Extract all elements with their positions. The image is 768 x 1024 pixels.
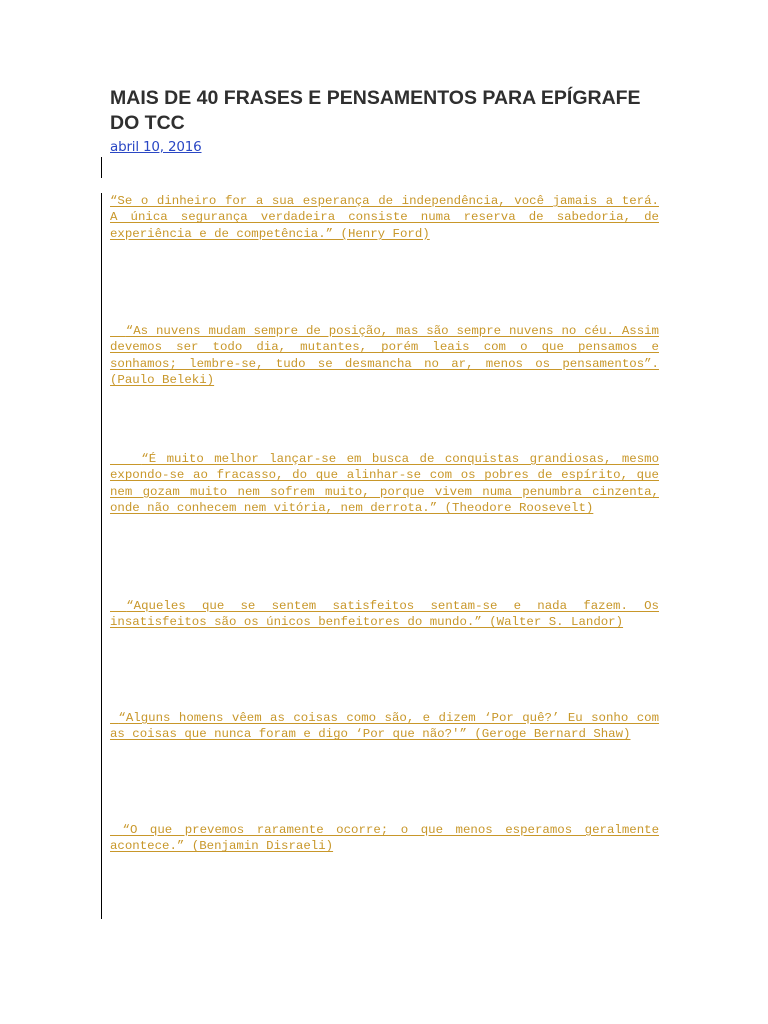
quote-text: “Aqueles que se sentem satisfeitos sentam-se e nada fazem. Os insatisfeitos são os únicos benfeitores do mundo.” (Walter S. Landor): [110, 599, 659, 630]
quote-bernard-shaw[interactable]: [110, 710, 659, 743]
quote-benjamin-disraeli[interactable]: [110, 822, 659, 855]
quote-text: “É muito melhor lançar-se em busca de conquistas grandiosas, mesmo expondo-se ao fracasso, do que alinhar-se com os pobres de espírito, que nem gozam muito nem sofrem muito, porque vivem numa penumbra cinzenta, onde não conhecem nem vitória, nem derrota.” (Theodore Roosevelt): [110, 452, 659, 516]
quote-indent: [110, 823, 123, 837]
quote-theodore-roosevelt[interactable]: [110, 451, 659, 517]
quote-walter-landor[interactable]: [110, 598, 659, 631]
quote-text: “As nuvens mudam sempre de posição, mas são sempre nuvens no céu. Assim devemos ser todo dia, mutantes, porém leais com o que pensamos e sonhamos; lembre-se, tudo se desmancha no ar, menos os pensamentos”. (Paulo Beleki): [110, 324, 659, 388]
post-date-link[interactable]: abril 10, 2016: [110, 139, 202, 155]
quote-henry-ford[interactable]: [110, 193, 659, 242]
quote-indent: [110, 599, 126, 613]
quote-text: “Alguns homens vêem as coisas como são, e dizem ‘Por quê?’ Eu sonho com as coisas que nunca foram e digo ‘Por que não?'” (Geroge Bernard Shaw): [110, 711, 660, 742]
article-title: MAIS DE 40 FRASES E PENSAMENTOS PARA EPÍGRAFE DO TCC: [110, 87, 641, 134]
vertical-divider: [101, 157, 102, 178]
quote-indent: [110, 452, 141, 466]
quote-text: “Se o dinheiro for a sua esperança de independência, você jamais a terá. A única segurança verdadeira consiste numa reserva de sabedoria, de experiência e de competência.” (Henry Ford): [110, 194, 659, 241]
quote-border-line: [101, 193, 102, 919]
quote-text: “O que prevemos raramente ocorre; o que menos esperamos geralmente acontece.” (Benjamin Disraeli): [110, 823, 660, 854]
quote-paulo-beleki[interactable]: [110, 323, 659, 389]
quote-indent: [110, 324, 126, 338]
